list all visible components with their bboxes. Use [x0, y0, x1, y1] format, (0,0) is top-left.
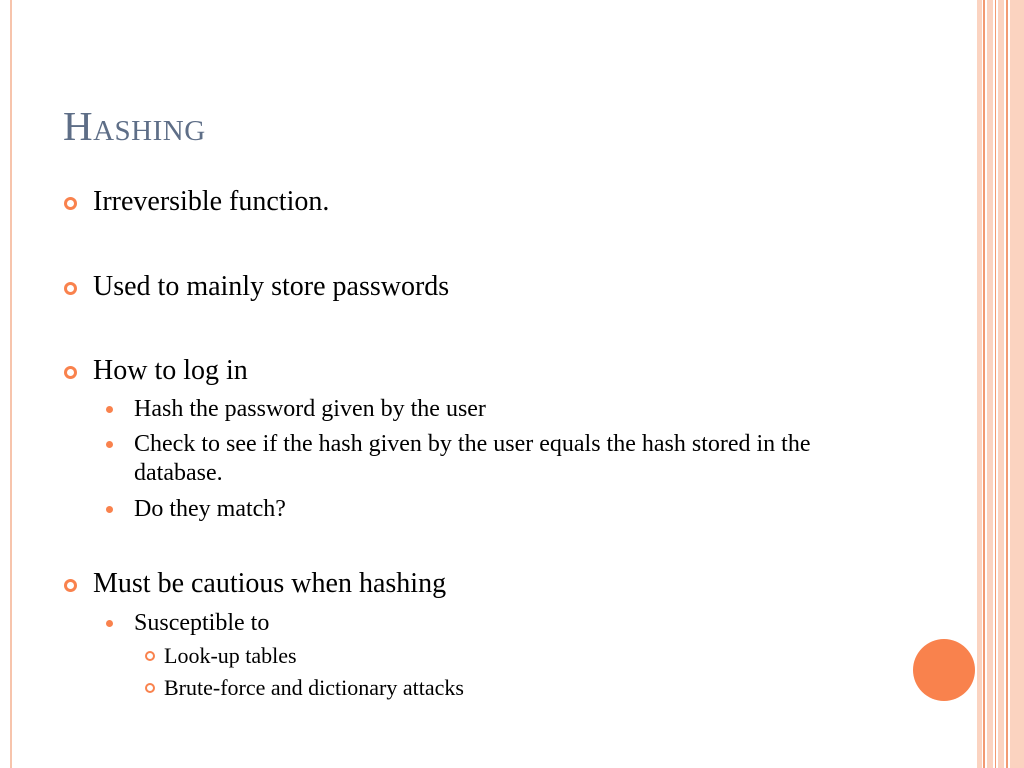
bullet-text: Brute-force and dictionary attacks	[164, 675, 464, 700]
ring-bullet-icon	[64, 282, 77, 295]
bullet-level3	[145, 675, 464, 701]
left-border-line	[10, 0, 12, 768]
right-border-line	[983, 0, 985, 768]
bullet-text: Check to see if the hash given by the user equals the hash stored in the database.	[134, 431, 811, 486]
right-border-line	[995, 0, 996, 768]
bullet-level2	[106, 430, 876, 488]
bullet-text: Must be cautious when hashing	[93, 568, 447, 599]
bullet-text: Susceptible to	[134, 610, 270, 636]
ring-bullet-icon	[64, 579, 77, 592]
bullet-level1	[64, 272, 449, 302]
dot-bullet-icon	[106, 620, 113, 627]
ring-bullet-icon	[145, 683, 155, 693]
slide-title: Hashing	[63, 103, 206, 149]
right-border-line	[1006, 0, 1008, 768]
dot-bullet-icon	[106, 506, 113, 513]
dot-bullet-icon	[106, 406, 113, 413]
bullet-level2	[106, 609, 269, 638]
right-border-stripe	[987, 0, 993, 768]
decorative-orange-circle	[913, 639, 975, 701]
bullet-level3	[145, 643, 297, 669]
bullet-text: Look-up tables	[164, 643, 297, 668]
right-border-stripe	[998, 0, 1004, 768]
right-border-stripe	[1010, 0, 1024, 768]
right-border-stripe	[977, 0, 982, 768]
bullet-level1	[64, 569, 446, 599]
dot-bullet-icon	[106, 441, 113, 448]
bullet-level1	[64, 187, 329, 217]
bullet-text: Used to mainly store passwords	[93, 271, 450, 302]
bullet-level1	[64, 356, 248, 386]
ring-bullet-icon	[64, 366, 77, 379]
ring-bullet-icon	[145, 651, 155, 661]
bullet-text: Irreversible function.	[93, 186, 330, 217]
bullet-level2	[106, 495, 286, 524]
bullet-text: How to log in	[93, 355, 248, 386]
bullet-level2	[106, 395, 486, 424]
bullet-text: Do they match?	[134, 496, 286, 522]
bullet-text: Hash the password given by the user	[134, 396, 486, 422]
ring-bullet-icon	[64, 197, 77, 210]
